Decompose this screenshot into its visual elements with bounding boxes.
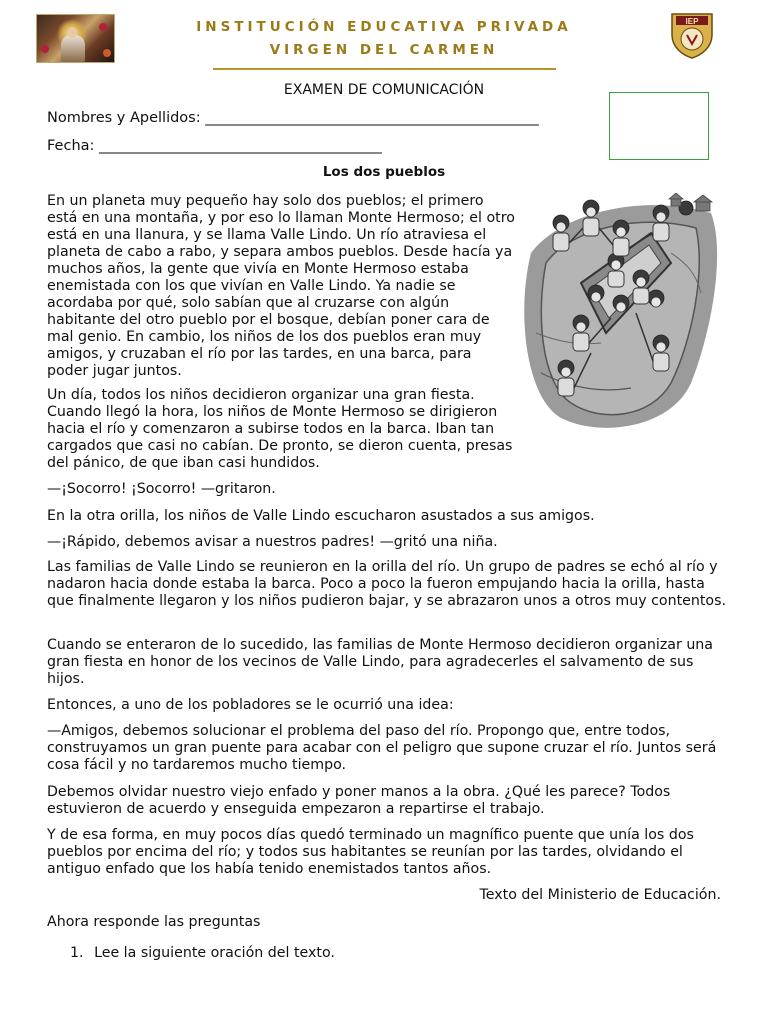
story-paragraph: —¡Socorro! ¡Socorro! —gritaron. [47,481,276,497]
exam-title: EXAMEN DE COMUNICACIÓN [283,82,485,98]
questions-intro: Ahora responde las preguntas [47,914,261,930]
story-paragraph: En la otra orilla, los niños de Valle Lindo escucharon asustados a sus amigos. [47,508,595,524]
school-name-line2: VIRGEN DEL CARMEN [269,42,499,58]
story-paragraph: Cuando se enteraron de lo sucedido, las familias de Monte Hermoso decidieron organizar una gran fiesta en honor de los vecinos de Valle Lindo, para agradecerles el salvamento de sus hijos. [47,637,713,687]
school-shield-icon [668,11,716,59]
date-field[interactable]: Fecha: _______________________________________ [47,138,382,154]
score-box [609,92,709,160]
question-item [70,945,335,961]
question-number: 1. [70,945,84,961]
story-paragraph: Entonces, a uno de los pobladores se le ocurrió una idea: [47,697,454,713]
story-paragraph: Debemos olvidar nuestro viejo enfado y poner manos a la obra. ¿Qué les parece? Todos estuvieron de acuerdo y enseguida empezaron a repartirse el trabajo. [47,784,671,817]
shield-lettering: IEP [685,17,699,26]
children-in-boat-illustration [521,193,726,438]
school-name-line1: INSTITUCIÓN EDUCATIVA PRIVADA [196,19,572,35]
story-paragraph: —Amigos, debemos solucionar el problema del paso del río. Propongo que, entre todos, construyamos un gran puente para acabar con el peligro que supone cruzar el río. Juntos será cosa fácil y no tardaremos mucho tiempo. [47,723,717,773]
name-field[interactable]: Nombres y Apellidos: ______________________________________________ [47,110,539,126]
story-paragraph: En un planeta muy pequeño hay solo dos pueblos; el primero está en una montaña, y por eso lo llaman Monte Hermoso; el otro está en una llanura, y se llama Valle Lindo. Un río atraviesa el planeta de cabo a rabo, y separa ambos pueblos. Desde hacía ya muchos años, la gente que vivía en Monte Hermoso estaba enemistada con los que vivían en Valle Lindo. Ya nadie se acordaba por qué, solo sabían que al cruzarse con algún habitante del otro pueblo por el bosque, debían poner cara de mal genio. En cambio, los niños de los dos pueblos eran muy amigos, y cruzaban el río por las tardes, en una barca, para poder jugar juntos. [47,193,515,379]
story-title: Los dos pueblos [322,164,446,180]
story-paragraph: —¡Rápido, debemos avisar a nuestros padres! —gritó una niña. [47,534,498,550]
header-divider [213,68,556,70]
story-paragraph: Y de esa forma, en muy pocos días quedó terminado un magnífico puente que unía los dos pueblos por encima del río; y todos sus habitantes se reunían por las tardes, olvidando el antiguo enfado que los había tenido enemistados tantos años. [47,827,694,877]
story-paragraph: Un día, todos los niños decidieron organizar una gran fiesta. Cuando llegó la hora, los niños de Monte Hermoso se dirigieron hacia el río y comenzaron a subirse todos en la barca. Iban tan cargados que casi no cabían. De pronto, se dieron cuenta, presas del pánico, de que iban casi hundidos. [47,387,513,471]
text-source: Texto del Ministerio de Educación. [479,887,721,903]
story-paragraph: Las familias de Valle Lindo se reunieron en la orilla del río. Un grupo de padres se echó al río y nadaron hacia donde estaba la barca. Poco a poco la fueron empujando hacia la orilla, hasta que finalmente llegaron y los niños pudieron bajar, y se abrazaron unos a otros muy contentos. [47,559,726,609]
question-text: Lee la siguiente oración del texto. [94,945,335,961]
